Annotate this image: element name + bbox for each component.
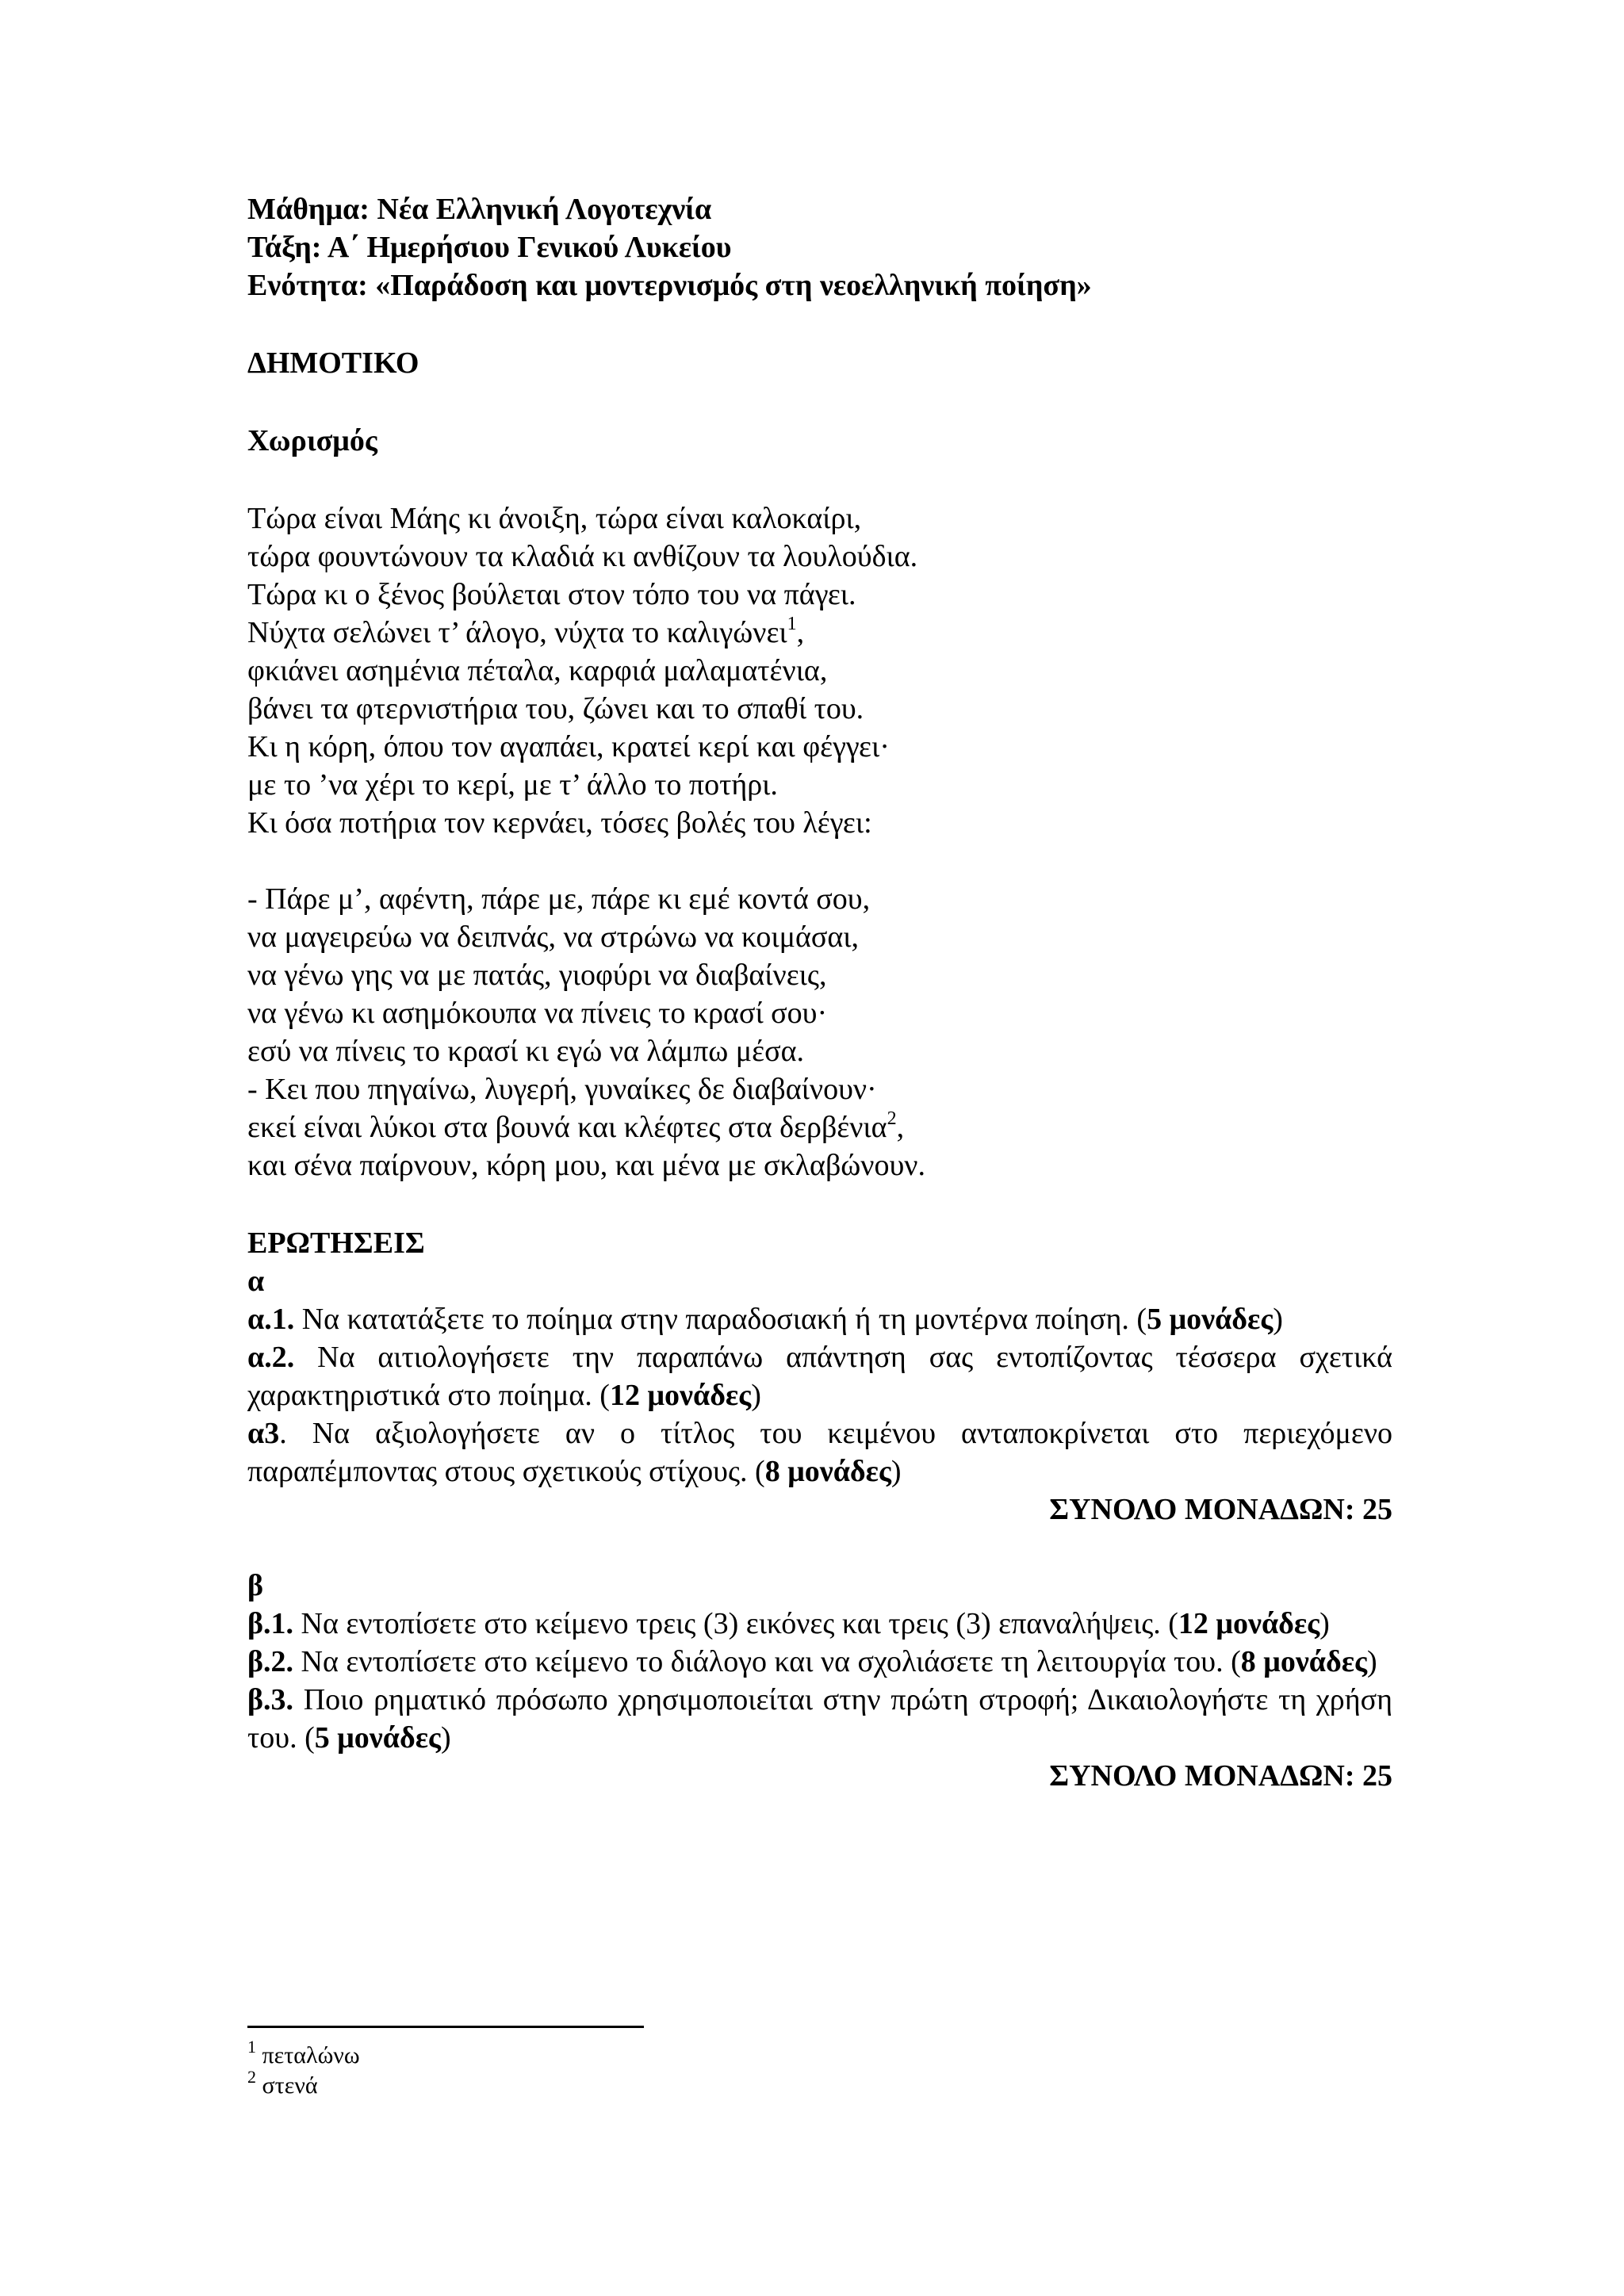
question-points: 5 μονάδες — [314, 1721, 441, 1755]
exam-page — [247, 190, 1392, 1795]
question-number: β.2. — [247, 1645, 294, 1678]
footnote-1 — [247, 2037, 882, 2071]
question-number: β.1. — [247, 1607, 294, 1640]
question-text: Να εντοπίσετε στο κείμενο το διάλογο και να σχολιάσετε τη λειτουργία του. ( — [293, 1645, 1241, 1678]
part-b-label: β — [247, 1569, 264, 1602]
poem-line: να γένω γης να με πατάς, γιοφύρι να διαβαίνεις, — [247, 959, 827, 992]
footnote-mark: 1 — [247, 2037, 256, 2057]
question-points: 5 μονάδες — [1147, 1303, 1274, 1336]
question-close: ) — [1273, 1303, 1283, 1336]
footnote-mark: 2 — [247, 2067, 256, 2087]
category-heading: ΔΗΜΟΤΙΚΟ — [247, 346, 419, 380]
question-text: . Να αξιολογήσετε αν ο τίτλος του κειμένου ανταποκρίνεται στο περιεχόμενο παραπέμποντας στους σχετικούς στίχους. ( — [247, 1417, 1392, 1488]
poem-line-with-footnote — [247, 1108, 1392, 1146]
poem-line: Κι όσα ποτήρια τον κερνάει, τόσες βολές του λέγει: — [247, 806, 872, 840]
poem-line-with-footnote — [247, 614, 1392, 652]
poem-line-punct: , — [796, 616, 805, 649]
poem-line-punct: , — [896, 1111, 905, 1144]
question-close: ) — [1367, 1645, 1377, 1678]
question-points: 12 μονάδες — [1178, 1607, 1320, 1640]
poem-title: Χωρισμός — [247, 424, 377, 457]
document-header — [247, 190, 1392, 304]
question-text: Να αιτιολογήσετε την παραπάνω απάντηση σας εντοπίζοντας τέσσερα σχετικά χαρακτηριστικά στο ποίημα. ( — [247, 1341, 1392, 1412]
footnote-separator — [247, 2026, 644, 2028]
poem-line: με το ’να χέρι το κερί, με τ’ άλλο το ποτήρι. — [247, 768, 778, 802]
question-number: α3 — [247, 1417, 280, 1450]
unit-line: Ενότητα: «Παράδοση και μοντερνισμός στη νεοελληνική ποίηση» — [247, 269, 1092, 302]
question-points: 8 μονάδες — [1240, 1645, 1367, 1678]
poem-line: Τώρα είναι Μάης κι άνοιξη, τώρα είναι καλοκαίρι, — [247, 502, 862, 535]
question-close: ) — [891, 1455, 902, 1488]
footnote-text: πεταλώνω — [262, 2042, 360, 2068]
question-a2 — [247, 1338, 1392, 1414]
part-a-label: α — [247, 1265, 265, 1298]
poem-line: να γένω κι ασημόκουπα να πίνεις το κρασί σου· — [247, 997, 828, 1030]
poem-line: - Κει που πηγαίνω, λυγερή, γυναίκες δε διαβαίνουν· — [247, 1073, 877, 1106]
question-points: 8 μονάδες — [764, 1455, 891, 1488]
poem-line: εσύ να πίνεις το κρασί κι εγώ να λάμπω μέσα. — [247, 1035, 805, 1068]
poem-line-text: εκεί είναι λύκοι στα βουνά και κλέφτες στα δερβένια — [247, 1111, 887, 1144]
question-a1 — [247, 1300, 1392, 1338]
question-b1 — [247, 1605, 1392, 1643]
footnote-ref-2: 2 — [887, 1108, 897, 1130]
poem-line: Κι η κόρη, όπου τον αγαπάει, κρατεί κερί και φέγγει· — [247, 730, 890, 763]
question-close: ) — [1320, 1607, 1330, 1640]
part-a-total: ΣΥΝΟΛΟ ΜΟΝΑΔΩΝ: 25 — [1049, 1493, 1392, 1526]
poem-line: και σένα παίρνουν, κόρη μου, και μένα με σκλαβώνουν. — [247, 1149, 925, 1182]
question-b3 — [247, 1681, 1392, 1757]
question-close: ) — [751, 1379, 761, 1412]
questions-section — [247, 1224, 1392, 1795]
footnote-2 — [247, 2067, 882, 2101]
poem-line: να μαγειρεύω να δειπνάς, να στρώνω να κοιμάσαι, — [247, 920, 859, 954]
footnote-ref-1: 1 — [787, 614, 797, 635]
part-b-total: ΣΥΝΟΛΟ ΜΟΝΑΔΩΝ: 25 — [1049, 1759, 1392, 1793]
poem-line-text: Νύχτα σελώνει τ’ άλογο, νύχτα το καλιγώνει — [247, 616, 787, 649]
question-number: α.1. — [247, 1303, 295, 1336]
poem-line: Τώρα κι ο ξένος βούλεται στον τόπο του να πάγει. — [247, 578, 856, 611]
question-b2 — [247, 1643, 1392, 1681]
poem-line: - Πάρε μ’, αφέντη, πάρε με, πάρε κι εμέ κοντά σου, — [247, 882, 871, 916]
grade-line: Τάξη: Α΄ Ημερήσιου Γενικού Λυκείου — [247, 231, 732, 264]
question-text: Ποιο ρηματικό πρόσωπο χρησιμοποιείται στην πρώτη στροφή; Δικαιολογήστε τη χρήση του. ( — [247, 1683, 1392, 1755]
poem-stanza-2 — [247, 880, 1392, 1184]
question-a3 — [247, 1414, 1392, 1490]
question-text: Να εντοπίσετε στο κείμενο τρεις (3) εικόνες και τρεις (3) επαναλήψεις. ( — [293, 1607, 1178, 1640]
question-close: ) — [440, 1721, 451, 1755]
poem-stanza-1 — [247, 499, 1392, 842]
poem-line: τώρα φουντώνουν τα κλαδιά κι ανθίζουν τα λουλούδια. — [247, 540, 918, 573]
subject-line: Μάθημα: Νέα Ελληνική Λογοτεχνία — [247, 193, 712, 226]
question-number: β.3. — [247, 1683, 294, 1716]
question-points: 12 μονάδες — [609, 1379, 752, 1412]
question-number: α.2. — [247, 1341, 295, 1374]
footnotes — [247, 2026, 882, 2101]
question-text: Να κατατάξετε το ποίημα στην παραδοσιακή ή τη μοντέρνα ποίηση. ( — [294, 1303, 1147, 1336]
poem-line: βάνει τα φτερνιστήρια του, ζώνει και το σπαθί του. — [247, 692, 864, 725]
poem-line: φκιάνει ασημένια πέταλα, καρφιά μαλαματένια, — [247, 654, 828, 687]
footnote-text: στενά — [262, 2072, 318, 2099]
questions-heading: ΕΡΩΤΗΣΕΙΣ — [247, 1226, 425, 1260]
